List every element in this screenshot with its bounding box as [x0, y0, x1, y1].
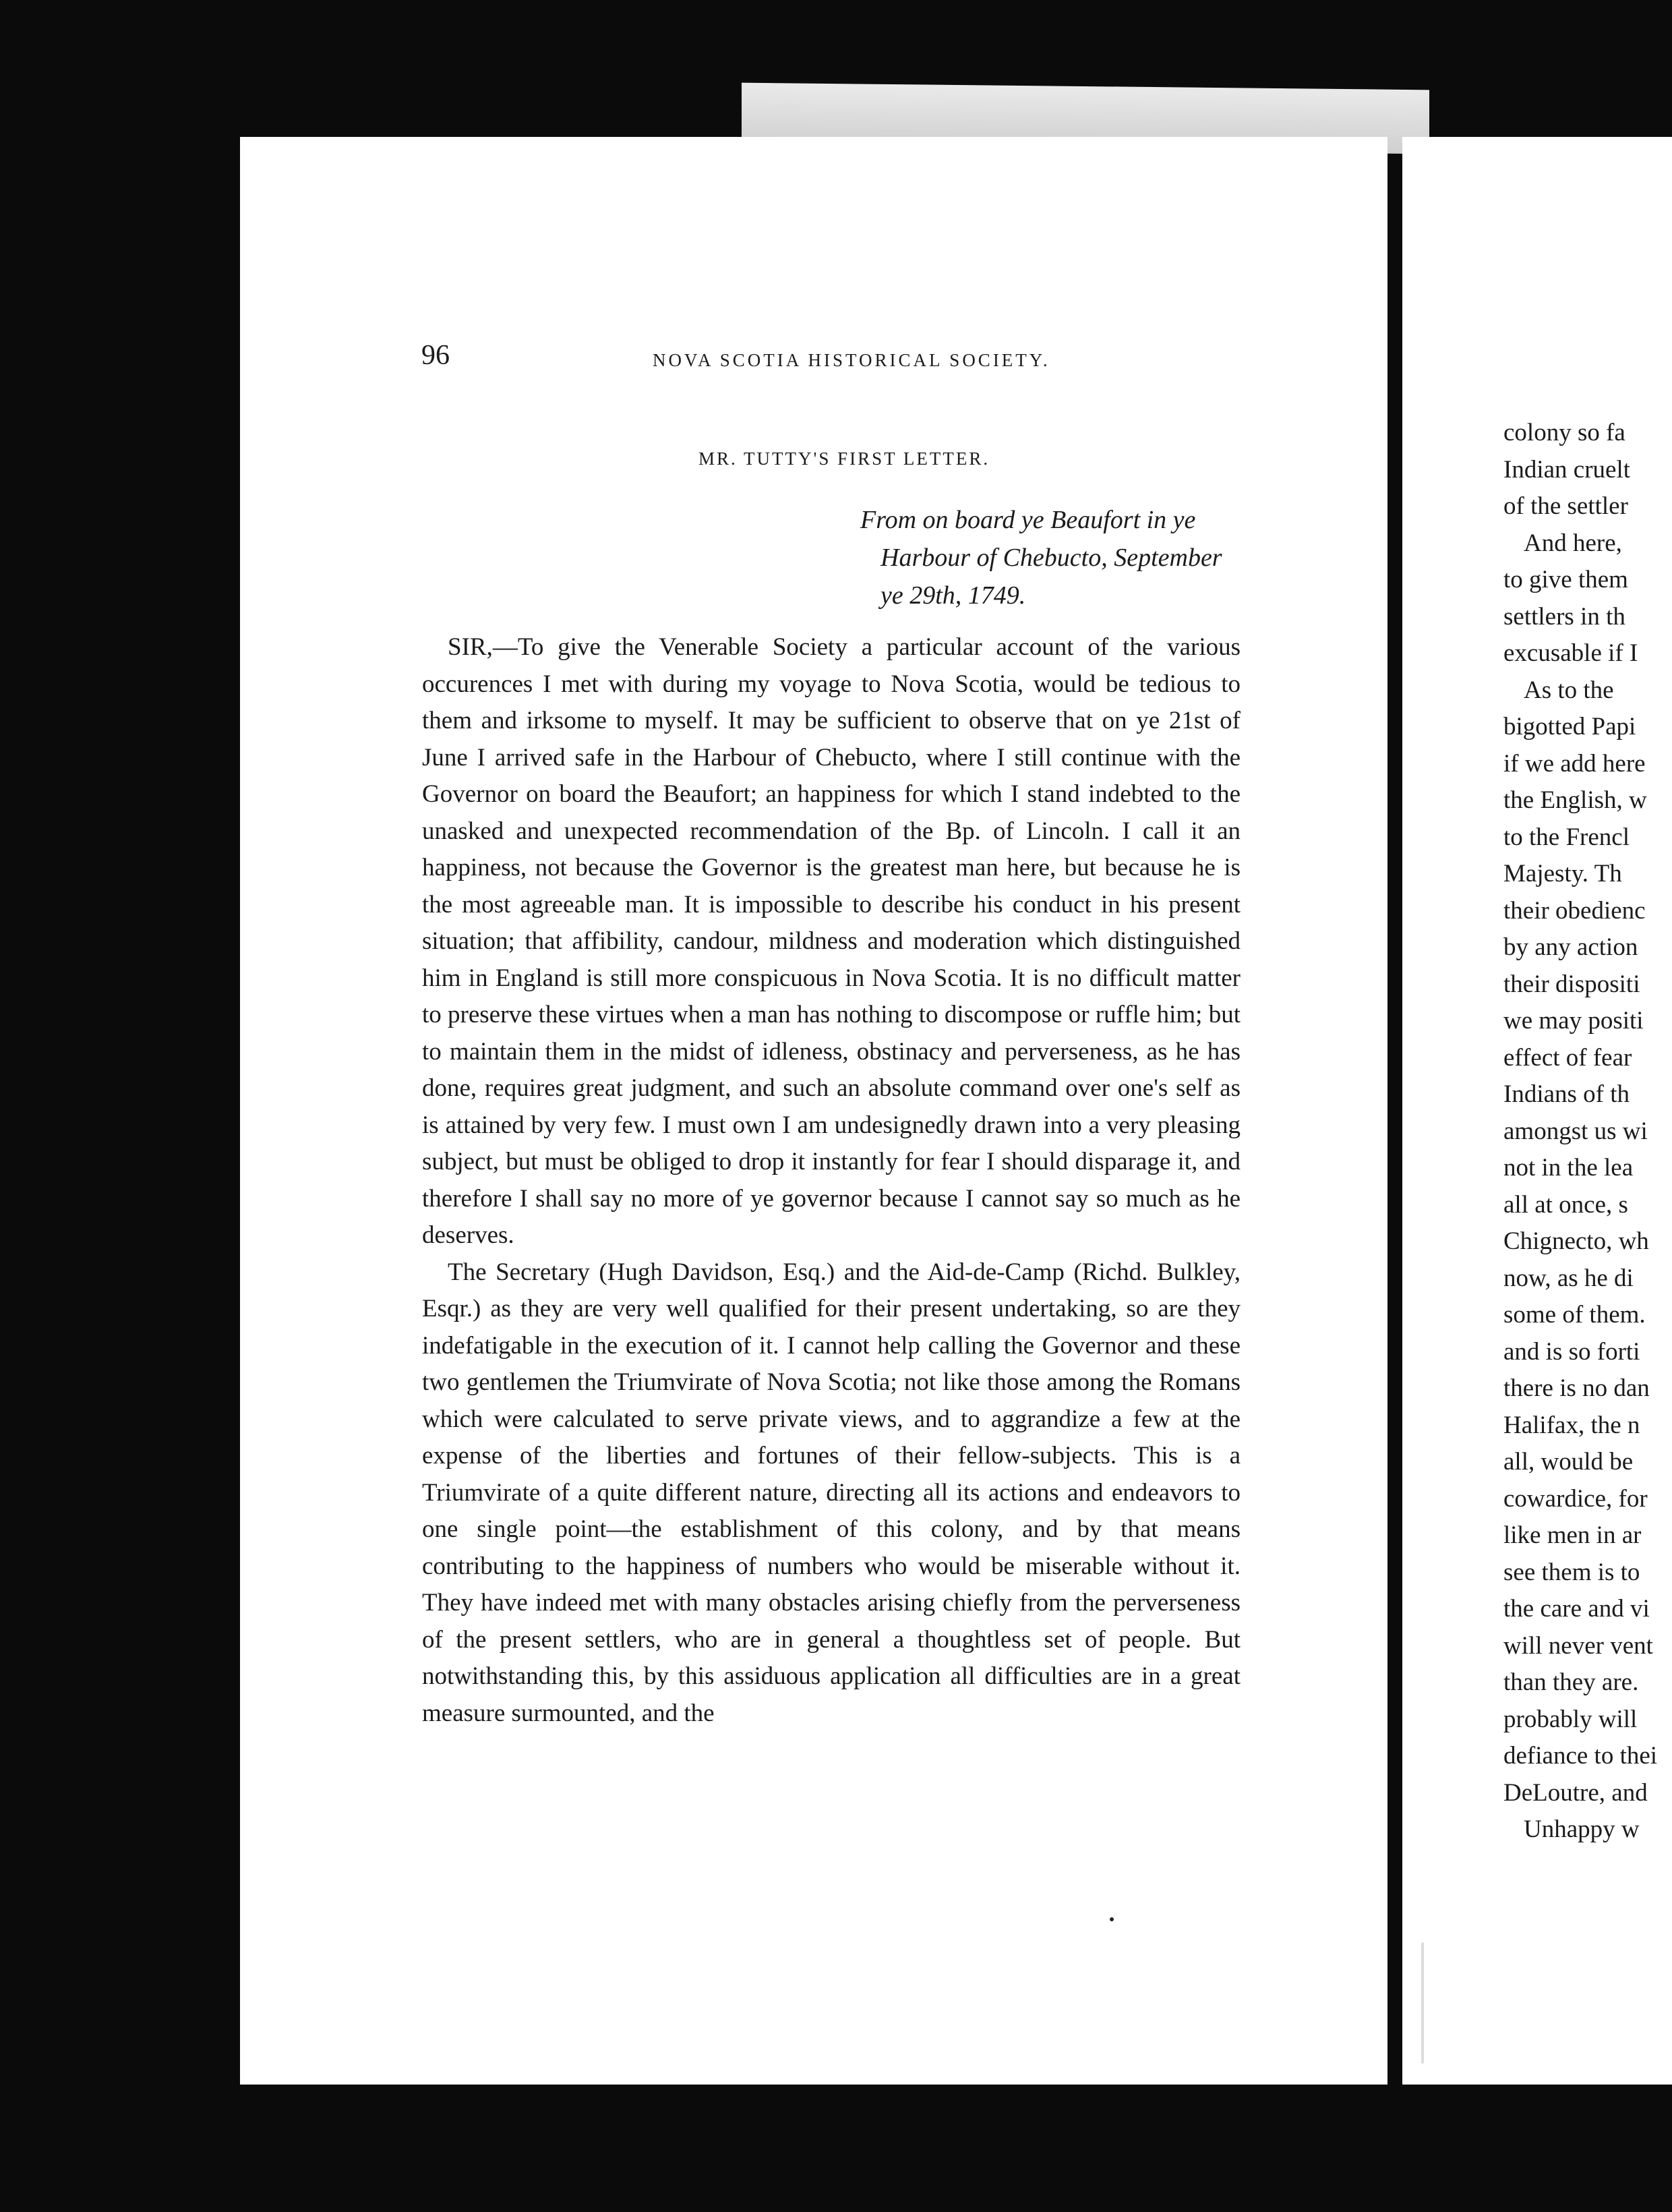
paragraph: SIR,—To give the Venerable Society a particular account of the various occurences I met with during my voyage to Nova Scotia, would be tedious to them and irksome to myself. It may be sufficient to observe that on ye 21st of June I arrived safe in the Harbour of Chebucto, where I still continue with the Governor on board the Beaufort; an happiness for which I stand indebted to the unasked and unexpected recommendation of the Bp. of Lincoln. I call it an happiness, not because the Governor is the greatest man here, but because he is the most agreeable man. It is impossible to describe his conduct in his present situation; that affibility, candour, mildness and moderation which distinguished him in England is still more conspicuous in Nova Scotia. It is no difficult matter to preserve these virtues when a man has nothing to discompose or ruffle him; but to maintain them in the midst of idleness, obstinacy and perverseness, as he has done, requires great judgment, and such an absolute command over one's self as is attained by very few. I must own I am undesignedly drawn into a very pleasing subject, but must be obliged to drop it instantly for fear I should disparage it, and therefore I shall say no more of ye governor because I cannot say so much as he deserves. — [422, 633, 1241, 1249]
facing-line: the English, w — [1503, 786, 1647, 814]
facing-line: Unhappy w — [1524, 1815, 1640, 1843]
facing-page-text — [1503, 415, 1672, 1849]
facing-line: to give them — [1503, 566, 1628, 593]
facing-line: we may positi — [1503, 1007, 1644, 1035]
facing-line: As to the — [1524, 676, 1614, 704]
facing-line: their obedienc — [1503, 896, 1646, 925]
print-speck — [1110, 1917, 1114, 1921]
facing-line: bigotted Papi — [1503, 713, 1636, 740]
facing-line: colony so fa — [1503, 419, 1625, 446]
facing-line: Chignecto, wh — [1503, 1227, 1649, 1255]
facing-line: will never vent — [1503, 1631, 1653, 1660]
page-number: 96 — [421, 340, 450, 371]
facing-line: probably will — [1503, 1705, 1638, 1733]
facing-line: amongst us wi — [1503, 1117, 1648, 1145]
letter-dateline — [860, 501, 1238, 614]
dateline-line: From on board ye Beaufort in ye — [860, 506, 1196, 534]
book-page-left — [240, 137, 1387, 2085]
facing-line: DeLoutre, and — [1503, 1778, 1648, 1807]
facing-line: Indians of th — [1503, 1080, 1630, 1108]
page-gutter-shadow — [1421, 1942, 1424, 2064]
facing-line: Halifax, the n — [1503, 1411, 1640, 1439]
running-title: NOVA SCOTIA HISTORICAL SOCIETY. — [653, 350, 1050, 370]
book-page-right — [1402, 137, 1672, 2085]
dateline-line: ye 29th, 1749. — [880, 581, 1026, 610]
facing-line: all, would be — [1503, 1448, 1634, 1476]
facing-line: Indian cruelt — [1503, 455, 1630, 484]
facing-line: than they are. — [1503, 1668, 1639, 1696]
paragraph: The Secretary (Hugh Davidson, Esq.) and the Aid-de-Camp (Richd. Bulkley, Esqr.) as they are very well qualified for their present undertaking, so are they indefatigable in the execution of it. I cannot help calling the Governor and these two gentlemen the Triumvirate of Nova Scotia; not like those among the Romans which were calculated to serve private views, and to aggrandize a few at the expense of the liberties and fortunes of their fellow-subjects. This is a Triumvirate of a quite different nature, directing all its actions and endeavors to one single point—the establishment of this colony, and by that means contributing to the happiness of numbers who would be miserable without it. They have indeed met with many obstacles arising chiefly from the perverseness of the present settlers, who are in general a thoughtless set of people. But notwithstanding this, by this assiduous application all difficulties are in a great measure surmounted, and the — [422, 1258, 1241, 1727]
facing-line: their dispositi — [1503, 970, 1640, 998]
facing-line: see them is to — [1503, 1558, 1640, 1586]
facing-line: if we add here — [1503, 749, 1646, 778]
facing-line: excusable if I — [1503, 639, 1638, 667]
facing-line: cowardice, for — [1503, 1484, 1648, 1513]
letter-title: MR. TUTTY'S FIRST LETTER. — [698, 448, 990, 469]
letter-body — [422, 629, 1241, 1732]
facing-line: Majesty. Th — [1503, 860, 1622, 887]
facing-line: now, as he di — [1503, 1264, 1634, 1292]
running-header — [240, 339, 1387, 380]
facing-line: there is no dan — [1503, 1374, 1650, 1402]
facing-line: settlers in th — [1503, 602, 1625, 631]
facing-line: like men in ar — [1503, 1521, 1642, 1549]
facing-line: to the Frencl — [1503, 823, 1630, 851]
facing-line: by any action — [1503, 933, 1638, 961]
facing-line: the care and vi — [1503, 1595, 1650, 1623]
facing-line: some of them. — [1503, 1301, 1646, 1329]
facing-line: not in the lea — [1503, 1154, 1634, 1182]
dateline-line: Harbour of Chebucto, September — [880, 544, 1222, 572]
facing-line: of the settler — [1503, 492, 1628, 520]
facing-line: And here, — [1524, 529, 1622, 557]
facing-line: and is so forti — [1503, 1337, 1640, 1366]
facing-line: all at once, s — [1503, 1190, 1628, 1219]
facing-line: defiance to thei — [1503, 1742, 1658, 1770]
facing-line: effect of fear — [1503, 1043, 1632, 1072]
